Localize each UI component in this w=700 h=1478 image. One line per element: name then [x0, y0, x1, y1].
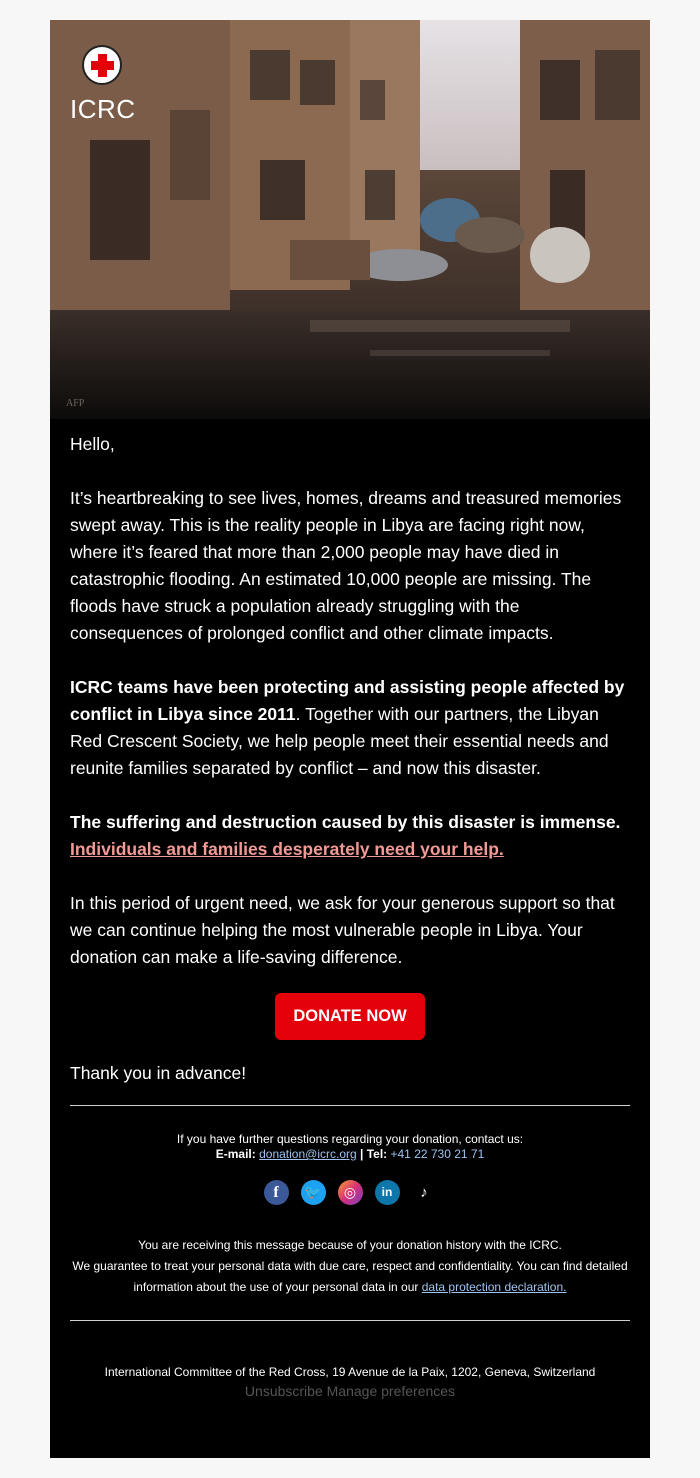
paragraph-teams — [70, 674, 630, 782]
email-label: E-mail: — [215, 1147, 256, 1161]
tel-label: Tel: — [366, 1147, 388, 1161]
flood-street-illustration — [50, 20, 650, 419]
linkedin-icon[interactable]: in — [375, 1180, 400, 1205]
instagram-icon[interactable]: ◎ — [338, 1180, 363, 1205]
teams-bold-text: ICRC teams have been protecting and assisting people affected by conflict in Libya since 2011 — [70, 677, 625, 724]
contact-info — [50, 1106, 650, 1162]
organization-address: International Committee of the Red Cross, 19 Avenue de la Paix, 1202, Geneva, Switzerland — [104, 1365, 596, 1379]
paragraph-support: In this period of urgent need, we ask for your generous support so that we can continue helping the most vulnerable people in Libya. Your donation can make a life-saving difference. — [70, 893, 615, 967]
greeting: Hello, — [70, 434, 115, 454]
facebook-icon[interactable]: f — [264, 1180, 289, 1205]
email-link[interactable]: donation@icrc.org — [259, 1147, 357, 1161]
footer — [50, 1106, 650, 1298]
twitter-icon[interactable]: 🐦 — [301, 1180, 326, 1205]
email-body — [50, 431, 650, 1087]
paragraph-appeal — [70, 809, 630, 863]
donate-button[interactable]: DONATE NOW — [275, 993, 424, 1040]
appeal-bold-text: The suffering and destruction caused by this disaster is immense. — [70, 812, 621, 832]
social-links — [50, 1180, 650, 1205]
manage-preferences-link[interactable]: Manage preferences — [326, 1383, 456, 1399]
divider-footer — [70, 1320, 630, 1321]
tel-number[interactable]: +41 22 730 21 71 — [390, 1147, 485, 1161]
contact-line: If you have further questions regarding your donation, contact us: — [176, 1132, 524, 1146]
help-link[interactable]: Individuals and families desperately need your help. — [70, 839, 504, 859]
contact-separator: | — [356, 1147, 367, 1161]
tiktok-icon[interactable]: ♪ — [412, 1180, 437, 1205]
email-container — [50, 20, 650, 1458]
photo-credit: AFP — [66, 398, 85, 409]
notice-line-2: We guarantee to treat your personal data with due care, respect and confidentiality. You can find detailed information about the use of your personal data in our — [72, 1259, 628, 1294]
teams-text: . Together with our partners, the Libyan Red Crescent Society, we help people meet their essential needs and reunite families separated by conflict – and now this disaster. — [70, 704, 609, 778]
preferences-links — [50, 1384, 650, 1399]
data-protection-link[interactable]: data protection declaration. — [421, 1280, 567, 1294]
privacy-notice — [50, 1235, 650, 1298]
brand-name: ICRC — [70, 94, 136, 124]
unsubscribe-link[interactable]: Unsubscribe — [244, 1383, 323, 1399]
icrc-logo — [82, 45, 122, 85]
thanks-text: Thank you in advance! — [70, 1063, 247, 1083]
notice-line-1: You are receiving this message because of your donation history with the ICRC. — [138, 1238, 562, 1252]
hero-image — [50, 20, 650, 419]
paragraph-intro: It’s heartbreaking to see lives, homes, dreams and treasured memories swept away. This is the reality people in Libya are facing right now, where it’s feared that more than 2,000 people may have died in catastrophic flooding. An estimated 10,000 people are missing. The floods have struck a population already struggling with the consequences of prolonged conflict and other climate impacts. — [70, 488, 622, 643]
